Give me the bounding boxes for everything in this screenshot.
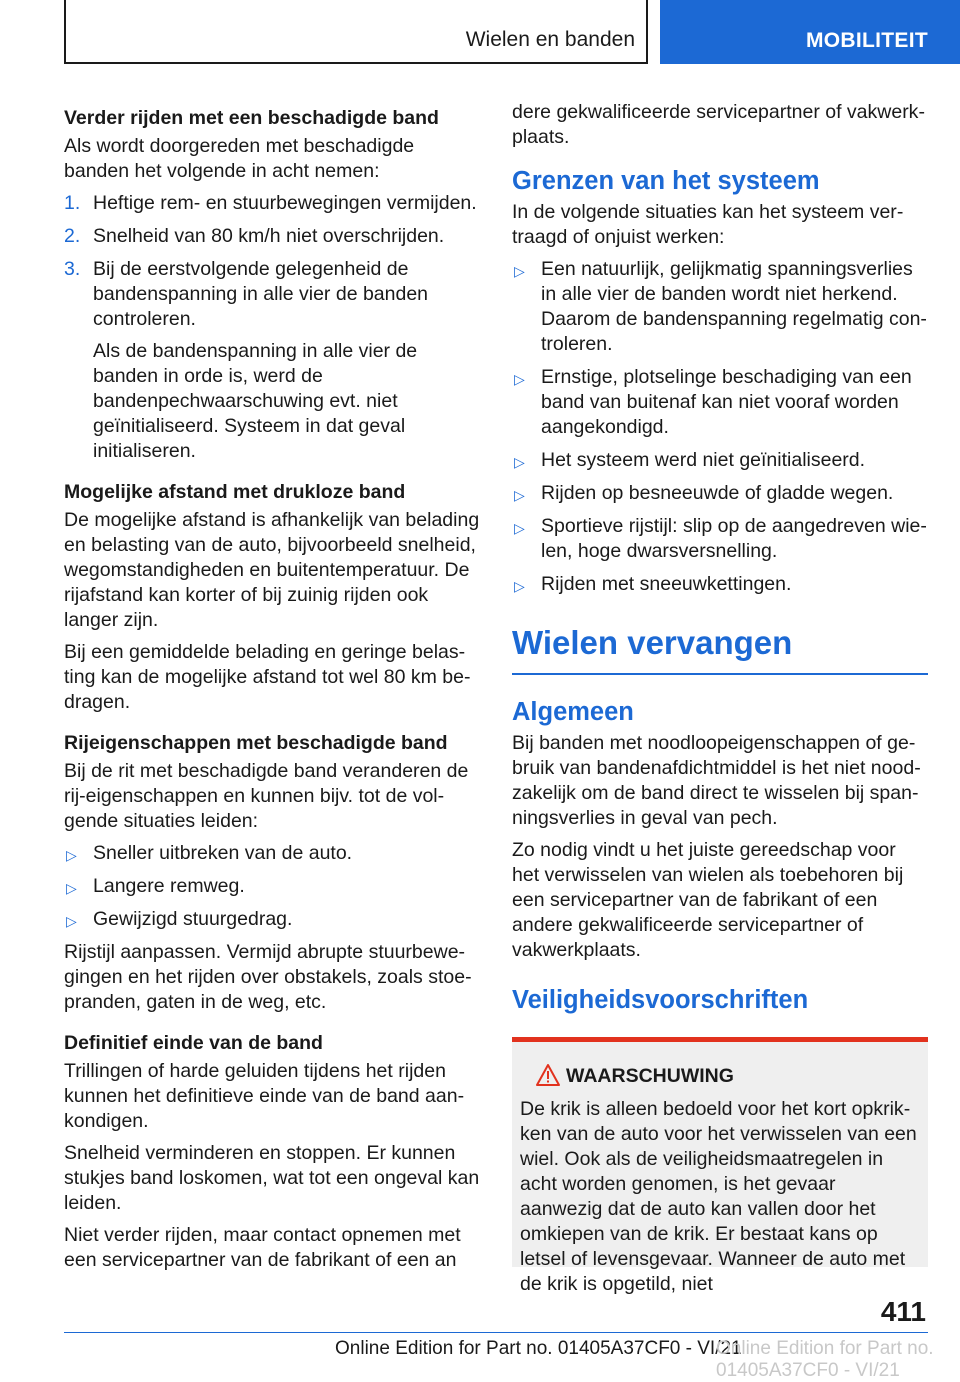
warning-box — [512, 1037, 928, 1295]
paragraph: Als wordt doorgereden met beschadigde banden het volgende in acht nemen: — [64, 135, 415, 182]
list-item-text: Bij de eerstvolgende gelegenheid de bandenspanning in alle vier de banden controleren. — [93, 258, 429, 330]
list-item-text: Sportieve rijstijl: slip op de aangedreven wielen, hoge dwarsversnelling. — [541, 515, 927, 562]
list-item — [512, 514, 928, 564]
triangle-bullet-icon: ▷ — [514, 263, 525, 279]
header-chapter-label: MOBILITEIT — [660, 0, 960, 64]
section-title-range: Mogelijke afstand met drukloze band — [64, 481, 406, 503]
triangle-bullet-icon: ▷ — [514, 520, 525, 536]
list-item-note: Als de bandenspanning in alle vier de banden in orde is, werd de bandenpechwaarschuwing evt. niet geïnitialiseerd. Systeem in dat geval initialiseren. — [93, 340, 418, 462]
triangle-bullet-icon: ▷ — [514, 578, 525, 594]
triangle-bullet-icon: ▷ — [514, 371, 525, 387]
paragraph: Snelheid verminderen en stoppen. Er kunnen stukjes band loskomen, wat tot een ongeval kan leiden. — [64, 1142, 480, 1214]
list-item-text: Sneller uitbreken van de auto. — [93, 842, 353, 864]
list-number: 1. — [64, 192, 81, 214]
list-item — [64, 191, 484, 216]
paragraph: In de volgende situaties kan het systeem vertraagd of onjuist werken: — [512, 201, 904, 248]
paragraph: Bij banden met noodloopeigenschappen of gebruik van bandenafdichtmiddel is het niet noodzakelijk om de band direct te wisselen bij spanningsverlies in geval van pech. — [512, 732, 921, 829]
list-item-text: Snelheid van 80 km/h niet overschrijden. — [93, 225, 445, 247]
list-number: 2. — [64, 225, 81, 247]
heading-wheel-change: Wielen vervangen — [512, 623, 928, 675]
list-item-text: Ernstige, plotselinge beschadiging van een band van buitenaf kan niet vooraf worden aangekondigd. — [541, 366, 912, 438]
list-item-text: Gewijzigd stuurgedrag. — [93, 908, 293, 930]
heading-system-limits: Grenzen van het systeem — [512, 167, 820, 195]
list-item — [64, 874, 484, 899]
list-item — [64, 841, 484, 866]
paragraph: Zo nodig vindt u het juiste gereedschap voor het verwisselen van wielen als toebehoren bij een servicepartner van de fabrikant of een andere gekwalificeerde servicepartner of vakwerkplaats. — [512, 839, 904, 961]
footer-edition: Online Edition for Part no. 01405A37CF0 - VI/21 — [335, 1338, 742, 1359]
left-column — [64, 100, 484, 1280]
paragraph: Bij een gemiddelde belading en geringe belasting kan de mogelijke afstand tot wel 80 km bedragen. — [64, 641, 471, 713]
list-item-text: Een natuurlijk, gelijkmatig spanningsverlies in alle vier de banden wordt niet herkend. Daarom de bandenspanning regelmatig controleren. — [541, 258, 927, 355]
list-item — [64, 257, 484, 464]
footer-divider — [64, 1332, 928, 1333]
list-item-text: Rijden met sneeuwkettingen. — [541, 573, 792, 595]
list-item-text: Langere remweg. — [93, 875, 245, 897]
paragraph: Bij de rit met beschadigde band veranderen de rij-eigenschappen en kunnen bijv. tot de volgende situaties leiden: — [64, 760, 469, 832]
triangle-bullet-icon: ▷ — [514, 487, 525, 503]
header-section-title: Wielen en banden — [465, 28, 635, 51]
paragraph: Rijstijl aanpassen. Vermijd abrupte stuurbewegingen en het rijden over obstakels, zoals stoepranden, gaten in de weg, etc. — [64, 941, 472, 1013]
section-title-handling: Rijeigenschappen met beschadigde band — [64, 732, 448, 754]
list-item — [512, 572, 928, 597]
warning-triangle-icon — [536, 1064, 560, 1086]
heading-general: Algemeen — [512, 698, 634, 726]
list-number: 3. — [64, 258, 81, 280]
triangle-bullet-icon: ▷ — [66, 847, 77, 863]
list-item-text: Heftige rem- en stuurbewegingen vermijden. — [93, 192, 477, 214]
list-item — [64, 907, 484, 932]
warning-title — [520, 1064, 920, 1089]
paragraph: De mogelijke afstand is afhankelijk van belading en belasting van de auto, bijvoorbeeld snelheid, wegomstandigheden en buitentemperatuur. De rijafstand kan korter of bij zuinig rijden ook langer zijn. — [64, 509, 480, 631]
triangle-bullet-icon: ▷ — [66, 880, 77, 896]
triangle-bullet-icon: ▷ — [66, 913, 77, 929]
heading-safety: Veiligheidsvoorschriften — [512, 986, 809, 1014]
bullet-list — [64, 841, 484, 932]
list-item — [64, 224, 484, 249]
numbered-list — [64, 191, 484, 464]
warning-title-text: WAARSCHUWING — [566, 1065, 734, 1087]
warning-text: De krik is alleen bedoeld voor het kort opkrikken van de auto voor het verwisselen van een wiel. Ook als de veiligheidsmaatregelen in acht worden genomen, is het gevaar aanwezig dat de auto kan vallen door het omkiepen van de krik. Er bestaat kans op letsel of levensgevaar. Wanneer de auto met de krik is opgetild, niet — [520, 1098, 917, 1295]
list-item-text: Rijden op besneeuwde of gladde wegen. — [541, 482, 894, 504]
paragraph: Trillingen of harde geluiden tijdens het rijden kunnen het definitieve einde van de band aankondigen. — [64, 1060, 465, 1132]
bullet-list — [512, 257, 928, 597]
footer-watermark: Online Edition for Part no. 01405A37CF0 - VI/21 — [716, 1338, 934, 1381]
list-item — [512, 448, 928, 473]
paragraph-continued: dere gekwalificeerde servicepartner of vakwerkplaats. — [512, 101, 925, 148]
triangle-bullet-icon: ▷ — [514, 454, 525, 470]
right-column — [512, 100, 928, 1295]
section-title-tire-end: Definitief einde van de band — [64, 1032, 323, 1054]
list-item-text: Het systeem werd niet geïnitialiseerd. — [541, 449, 866, 471]
section-title-damaged-tire: Verder rijden met een beschadigde band — [64, 107, 439, 129]
list-item — [512, 481, 928, 506]
paragraph: Niet verder rijden, maar contact opnemen met een servicepartner van de fabrikant of een an — [64, 1224, 461, 1271]
page-number: 411 — [880, 1296, 926, 1327]
list-item — [512, 257, 928, 357]
list-item — [512, 365, 928, 440]
